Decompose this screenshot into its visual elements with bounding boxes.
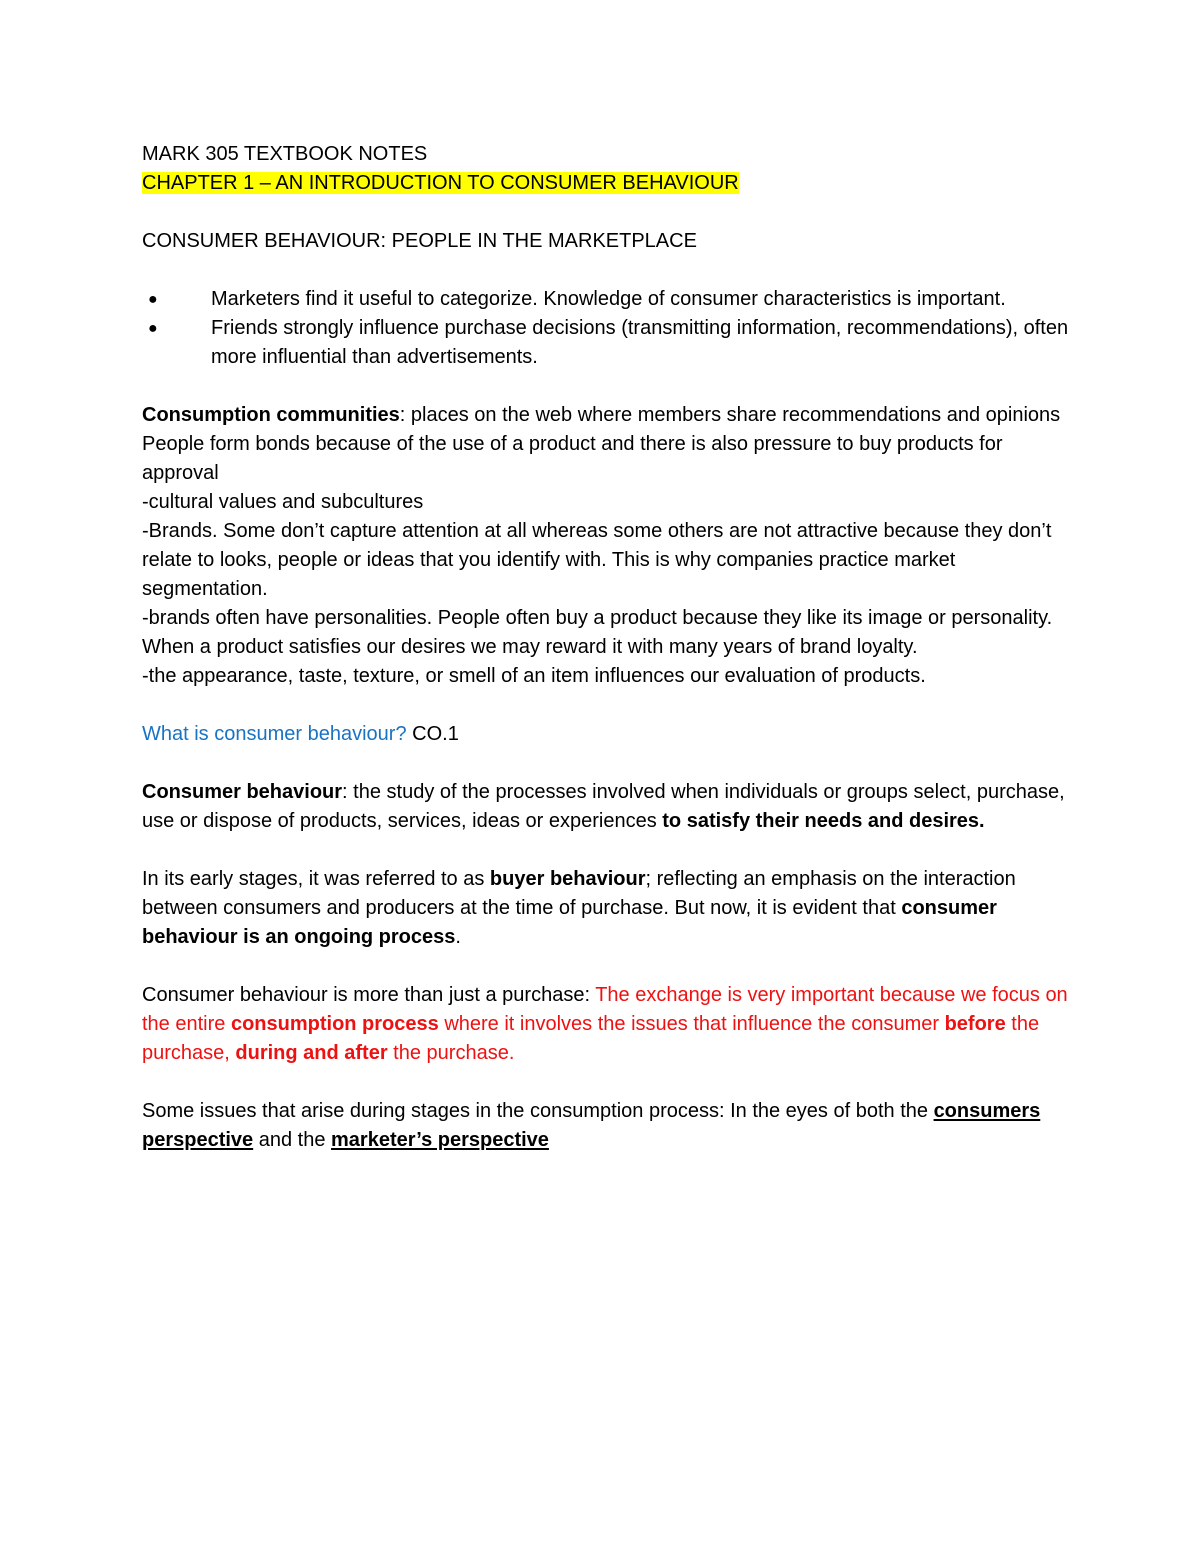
bullet-text: Friends strongly influence purchase decisions (transmitting information, recommendations), often more influential than advertisements. bbox=[211, 317, 1069, 368]
issues-paragraph bbox=[142, 1097, 1082, 1155]
list-item bbox=[142, 285, 1082, 314]
bullet-icon: ● bbox=[148, 291, 158, 308]
text-run: and the bbox=[253, 1129, 332, 1151]
underlined-marketers-perspective: marketer’s perspective bbox=[331, 1129, 549, 1151]
text-run: ; reflecting an emphasis on the interaction between consumers and producers at the time of purchase. But now, it is evident that bbox=[142, 868, 1016, 919]
red-bold-text: during and after bbox=[235, 1042, 388, 1064]
red-text: the purchase, bbox=[142, 1013, 1040, 1064]
red-text: the purchase. bbox=[387, 1042, 515, 1064]
definition-text: : the study of the processes involved when individuals or groups select, purchase, use or dispose of products, services, ideas or experiences bbox=[142, 781, 1065, 832]
chapter-title-highlight: CHAPTER 1 – AN INTRODUCTION TO CONSUMER BEHAVIOUR bbox=[142, 172, 739, 194]
spacer bbox=[142, 256, 1082, 285]
bullet-icon: ● bbox=[148, 320, 158, 337]
spacer bbox=[142, 836, 1082, 865]
red-bold-text: consumption process bbox=[230, 1013, 439, 1035]
paragraph-line: -the appearance, taste, texture, or smell of an item influences our evaluation of products. bbox=[142, 665, 926, 687]
heading-question: What is consumer behaviour? bbox=[142, 723, 407, 745]
red-text: The exchange is very important because we focus on the entire bbox=[142, 984, 1068, 1035]
text-run: . bbox=[455, 926, 461, 948]
paragraph-line: People form bonds because of the use of a product and there is also pressure to buy products for approval bbox=[142, 433, 1003, 484]
text-run: In its early stages, it was referred to as bbox=[142, 868, 490, 890]
definition-text: : places on the web where members share recommendations and opinions bbox=[399, 404, 1061, 426]
term-buyer-behaviour: buyer behaviour bbox=[489, 868, 646, 890]
text-run: Some issues that arise during stages in the consumption process: In the eyes of both the bbox=[142, 1100, 934, 1122]
document-page bbox=[142, 140, 1082, 1155]
bullet-text: Marketers find it useful to categorize. Knowledge of consumer characteristics is important. bbox=[211, 288, 1006, 310]
spacer bbox=[142, 749, 1082, 778]
definition-bold-end: to satisfy their needs and desires. bbox=[662, 810, 985, 832]
spacer bbox=[142, 372, 1082, 401]
spacer bbox=[142, 198, 1082, 227]
more-than-purchase-paragraph bbox=[142, 981, 1082, 1068]
term-ongoing-process: consumer behaviour is an ongoing process bbox=[142, 897, 997, 948]
red-bold-text: before bbox=[944, 1013, 1006, 1035]
list-item bbox=[142, 314, 1082, 372]
consumption-communities-definition bbox=[142, 401, 1082, 430]
term-consumer-behaviour: Consumer behaviour bbox=[142, 781, 343, 803]
early-stages-paragraph bbox=[142, 865, 1082, 952]
paragraph-line: -Brands. Some don’t capture attention at all whereas some others are not attractive because they don’t relate to looks, people or ideas that you identify with. This is why companies practice market segmentation. bbox=[142, 520, 1052, 600]
red-text: where it involves the issues that influence the consumer bbox=[438, 1013, 945, 1035]
underlined-consumers-perspective: consumers perspective bbox=[142, 1100, 1041, 1151]
spacer bbox=[142, 952, 1082, 981]
course-title: MARK 305 TEXTBOOK NOTES bbox=[142, 143, 428, 165]
spacer bbox=[142, 691, 1082, 720]
text-run: Consumer behaviour is more than just a purchase: bbox=[142, 984, 596, 1006]
consumer-behaviour-definition bbox=[142, 778, 1082, 836]
chapter-title bbox=[142, 169, 1082, 198]
paragraph-line: -cultural values and subcultures bbox=[142, 491, 424, 513]
section-heading-what-is bbox=[142, 720, 1082, 749]
term-consumption-communities: Consumption communities bbox=[142, 404, 400, 426]
heading-code: CO.1 bbox=[406, 723, 459, 745]
section-heading-marketplace: CONSUMER BEHAVIOUR: PEOPLE IN THE MARKETPLACE bbox=[142, 230, 697, 252]
paragraph-line: -brands often have personalities. People often buy a product because they like its image or personality. When a product satisfies our desires we may reward it with many years of brand loyalty. bbox=[142, 607, 1053, 658]
bullet-list bbox=[142, 285, 1082, 372]
spacer bbox=[142, 1068, 1082, 1097]
